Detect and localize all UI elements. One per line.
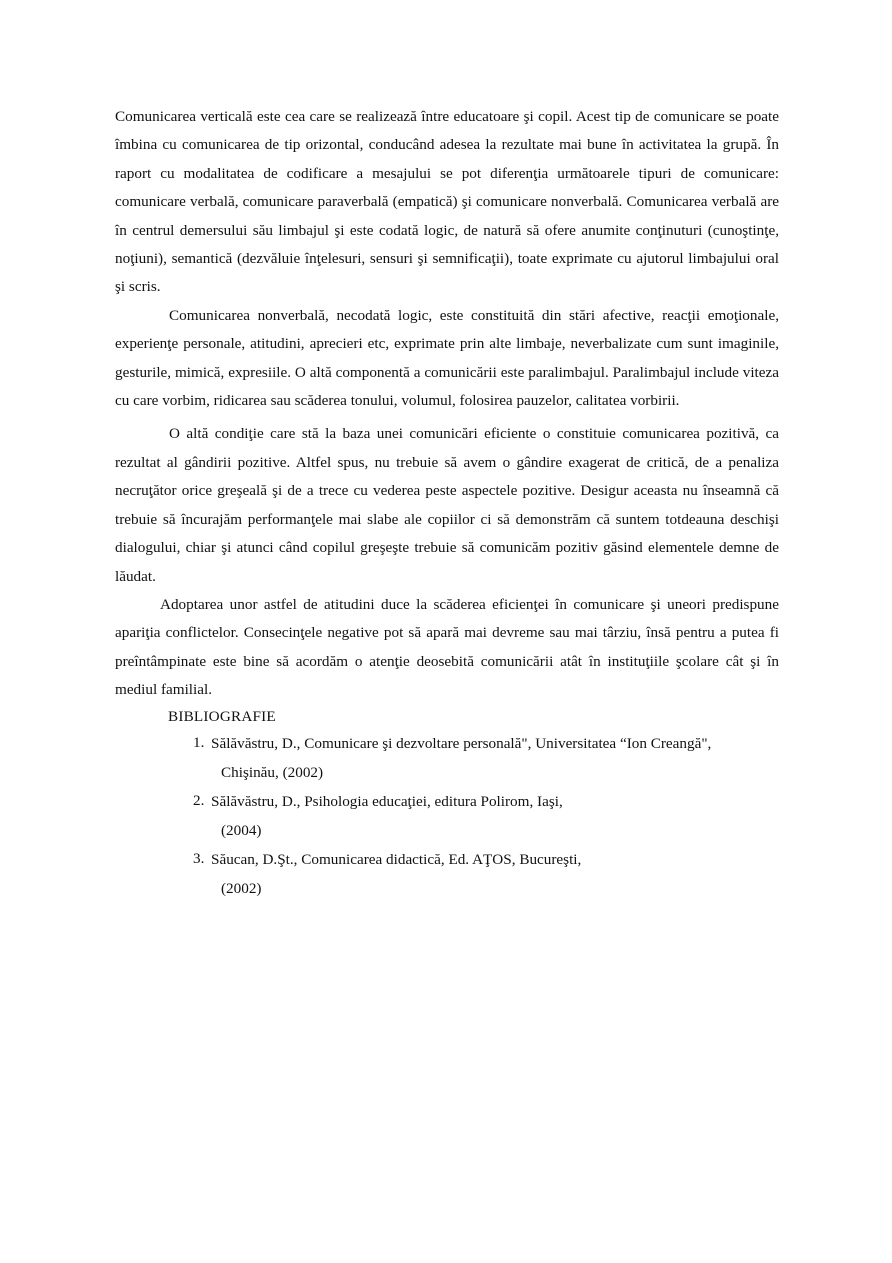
- paragraph-attitudes-conflicts: Adoptarea unor astfel de atitudini duce la scăderea eficienţei în comunicare şi uneori predispune apariţia conflictelor. Consecinţele negative pot să apară mai devreme sau mai târziu, însă pentru a putea fi preîntâmpinate este bine să acordăm o atenţie deosebită comunicării atât în instituţiile şcolare cât şi în mediul familial.: [115, 595, 779, 699]
- bibliography-item-reference-continued: (2002): [221, 879, 262, 897]
- paragraph-nonverbal-communication: Comunicarea nonverbală, necodată logic, este constituită din stări afective, reacţii emoţionale, experienţe personale, atitudini, aprecieri etc, exprimate prin alte limbaje, neverbalizate cum sunt imaginile, gesturile, mimică, expresiile. O altă componentă a comunicării este paralimbajul. Paralimbajul include viteza cu care vorbim, ridicarea sau scăderea tonului, volumul, folosirea pauzelor, calitatea vorbirii.: [115, 306, 779, 410]
- bibliography-item-reference-continued: (2004): [221, 821, 262, 839]
- bibliography-heading: BIBLIOGRAFIE: [168, 707, 276, 725]
- paragraph-vertical-communication: Comunicarea verticală este cea care se realizează între educatoare şi copil. Acest tip de comunicare se poate îmbina cu comunicarea de tip orizontal, conducând adesea la rezultate mai bune în activitatea la grupă. În raport cu modalitatea de codificare a mesajului se pot diferenţia următoarele tipuri de comunicare: comunicare verbală, comunicare paraverbală (empatică) şi comunicare nonverbală. Comunicarea verbală are în centrul demersului său limbajul şi este codată logic, de natură să ofere anumite conţinuturi (cunoştinţe, noţiuni), semantică (dezvăluie înţelesuri, sensuri şi semnificaţii), toate exprimate cu ajutorul limbajului oral şi scris.: [115, 108, 779, 296]
- document-body: [115, 103, 779, 903]
- bibliography-item-reference: Sălăvăstru, D., Psihologia educaţiei, editura Polirom, Iaşi,: [211, 792, 563, 810]
- bibliography-item-number: 2.: [193, 791, 205, 809]
- bibliography-item: [115, 845, 779, 903]
- bibliography-item: [115, 787, 779, 845]
- bibliography-list: [115, 729, 779, 903]
- bibliography-item-reference-continued: Chişinău, (2002): [221, 763, 324, 781]
- bibliography-item-reference: Sălăvăstru, D., Comunicare şi dezvoltare personală", Universitatea “Ion Creangă",: [211, 734, 712, 752]
- bibliography-section: [115, 705, 779, 903]
- bibliography-item-number: 3.: [193, 849, 205, 867]
- bibliography-item-reference: Săucan, D.Şt., Comunicarea didactică, Ed. AŢOS, Bucureşti,: [211, 850, 582, 868]
- bibliography-item-number: 1.: [193, 733, 205, 751]
- bibliography-item: [115, 729, 779, 787]
- paragraph-positive-communication: O altă condiţie care stă la baza unei comunicări eficiente o constituie comunicarea pozitivă, ca rezultat al gândirii pozitive. Altfel spus, nu trebuie să avem o gândire exagerat de critică, de a penaliza necruţător orice greşeală şi de a trece cu vederea peste aspectele pozitive. Desigur aceasta nu înseamnă că trebuie să încurajăm performanţele mai slabe ale copiilor ci să demonstrăm că suntem totdeauna deschişi dialogului, chiar şi atunci când copilul greşeşte trebuie să comunicăm pozitiv găsind elementele demne de lăudat.: [115, 425, 779, 585]
